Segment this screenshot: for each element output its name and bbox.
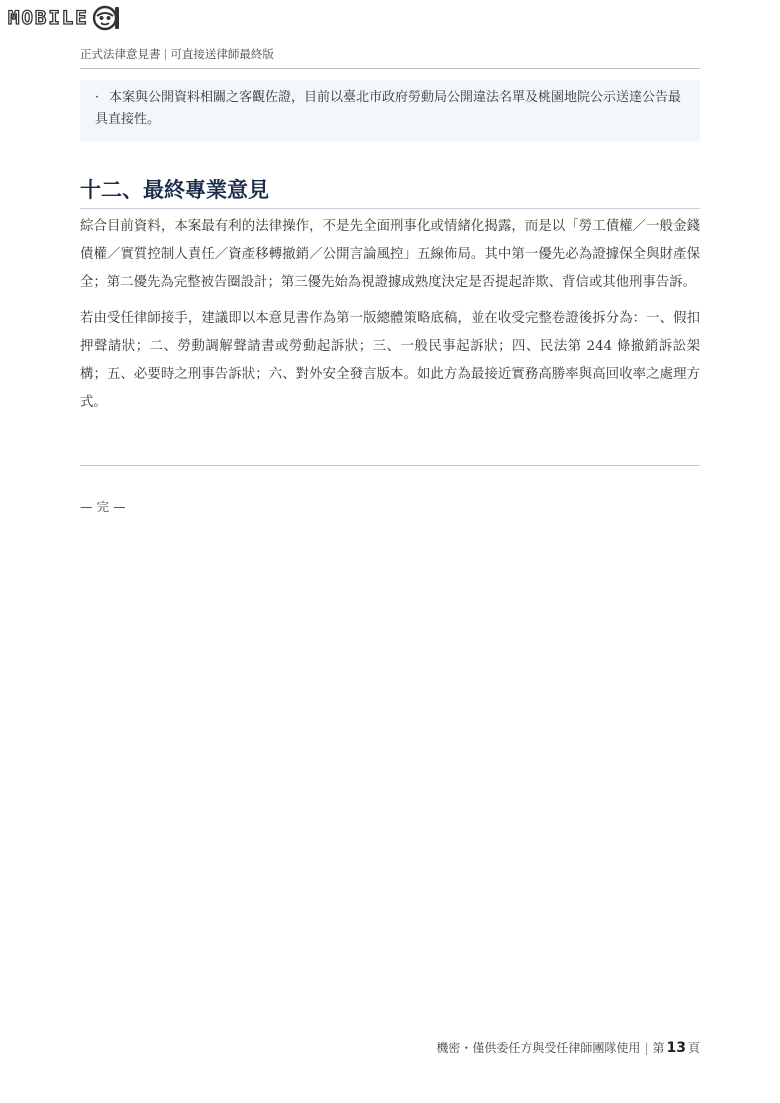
footer-page-number: 13 (666, 1040, 686, 1056)
logo-face-icon (91, 4, 121, 32)
footer-separator: | (644, 1041, 649, 1055)
page-header (80, 46, 700, 69)
footer-page-prefix: 第 (652, 1041, 665, 1055)
logo-wordmark: MOBILE (8, 7, 89, 29)
note-bullet: · (95, 90, 100, 105)
end-mark: — 完 — (80, 499, 126, 514)
body-paragraph: 綜合目前資料，本案最有利的法律操作，不是先全面刑事化或情緒化揭露，而是以「勞工債權／一般金錢債權／實質控制人責任／資產移轉撤銷／公開言論風控」五線佈局。其中第一優先必為證據保全與財產保全；第二優先為完整被告圈設計；第三優先始為視證據成熟度決定是否提起詐欺、背信或其他刑事告訴。 (80, 219, 700, 290)
header-separator: | (163, 47, 168, 61)
header-title: 正式法律意見書 (80, 47, 161, 61)
evidence-note-box (80, 80, 700, 141)
site-logo (8, 4, 121, 32)
section-heading: 十二、最終專業意見 (80, 174, 700, 209)
footer-page-suffix: 頁 (687, 1041, 700, 1055)
footer-label: 機密・僅供委任方與受任律師團隊使用 (436, 1041, 641, 1055)
header-subtitle: 可直接送律師最終版 (170, 47, 274, 61)
body-paragraph: 若由受任律師接手，建議即以本意見書作為第一版總體策略底稿，並在收受完整卷證後拆分為：一、假扣押聲請狀；二、勞動調解聲請書或勞動起訴狀；三、一般民事起訴狀；四、民法第 244 條撤銷訴訟架構；五、必要時之刑事告訴狀；六、對外安全發言版本。如此方為最接近實務高勝率與高回收率之處理方式。 (80, 311, 700, 410)
note-text: 本案與公開資料相關之客觀佐證，目前以臺北市政府勞動局公開違法名單及桃園地院公示送達公告最具直接性。 (95, 90, 682, 127)
section-body (80, 213, 700, 425)
divider (80, 465, 700, 466)
page-footer (436, 1039, 700, 1056)
